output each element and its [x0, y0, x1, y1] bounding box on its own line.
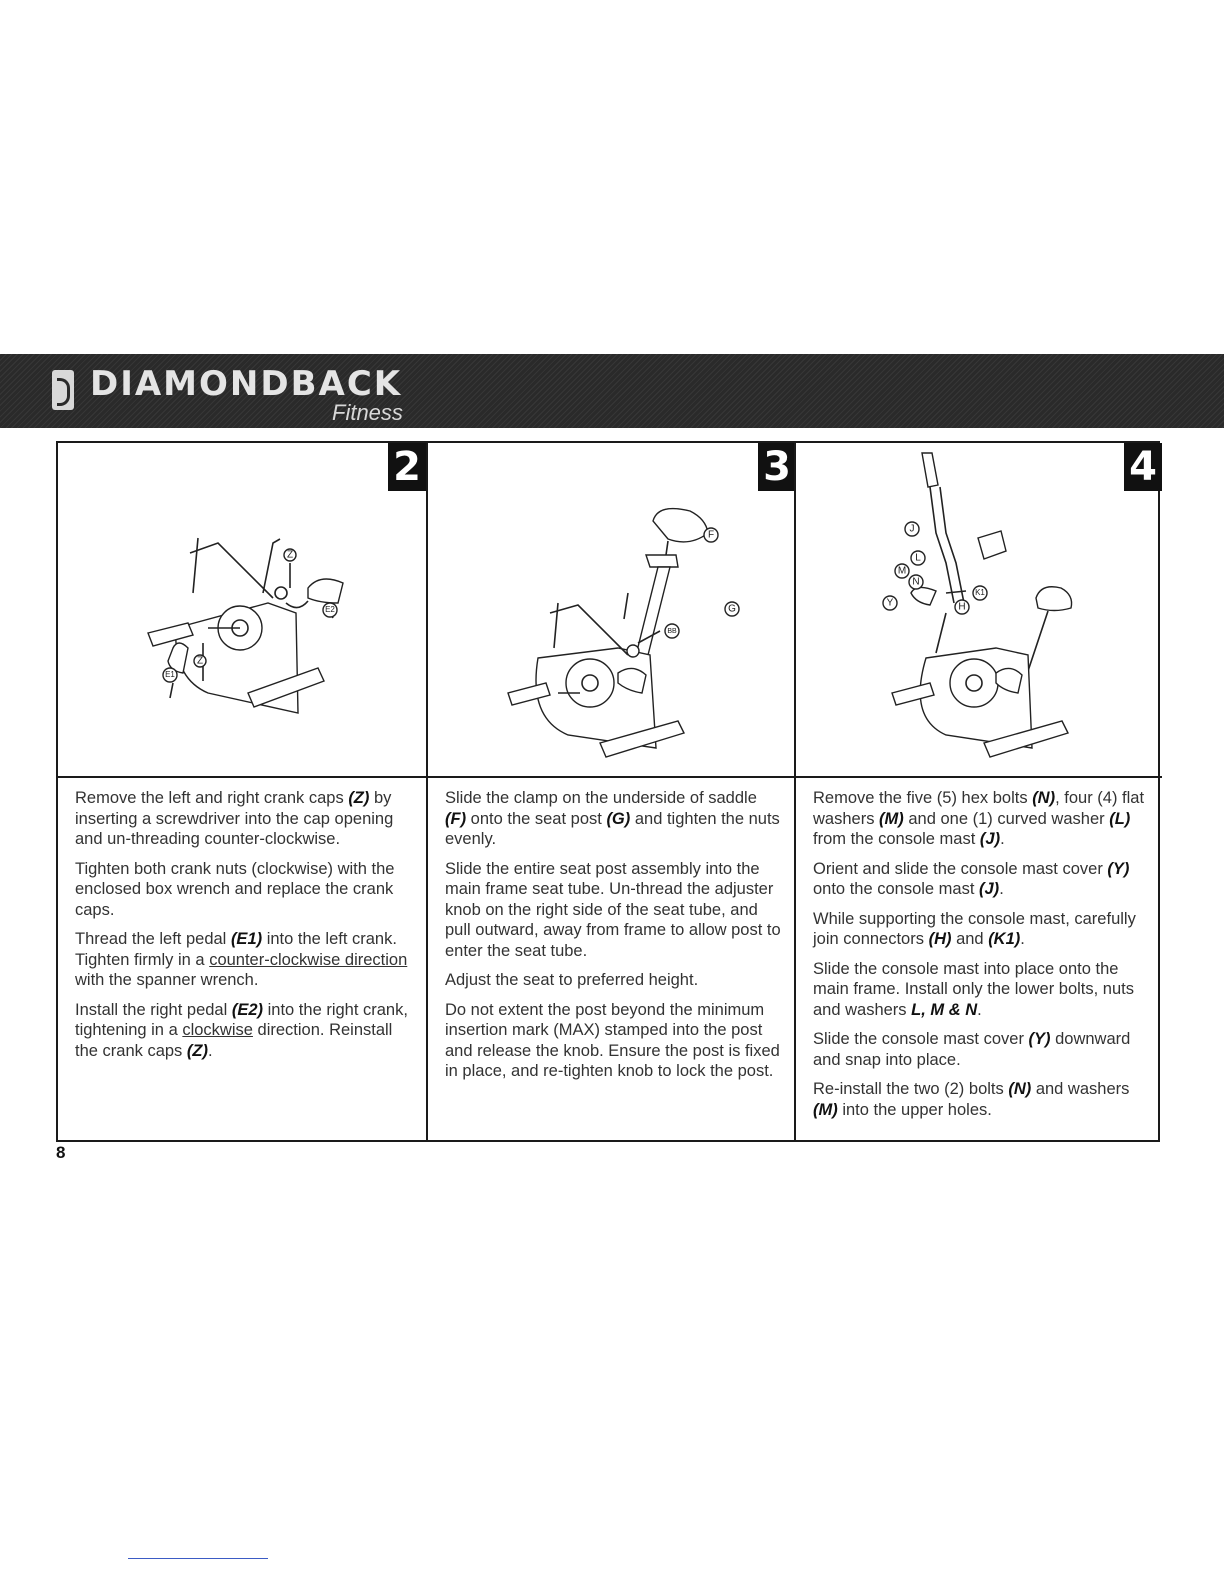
instruction-text: onto the console mast	[813, 880, 980, 898]
instruction-text: from the console mast	[813, 830, 980, 848]
instruction-text: Orient and slide the console mast cover	[813, 859, 1108, 878]
step-4-instructions	[813, 788, 1148, 1129]
part-reference: (N)	[1008, 1080, 1032, 1098]
callout-m-label: M	[897, 565, 907, 577]
callout-bb-label: BB	[667, 627, 677, 635]
part-reference: (E1)	[230, 930, 263, 948]
part-reference: (G)	[606, 809, 631, 828]
instruction-text: Install the right pedal	[75, 1000, 232, 1019]
callout-g-label: G	[728, 603, 736, 615]
callout-z-lower-label: Z	[196, 655, 204, 667]
step-number-badge: 2	[388, 443, 426, 491]
callout-e2-label: E2	[325, 605, 335, 615]
step-3-instructions	[445, 788, 782, 1091]
instruction-paragraph	[813, 1029, 1148, 1070]
part-reference: (E2)	[231, 1000, 264, 1019]
instruction-paragraph	[75, 929, 412, 991]
brand-banner	[0, 354, 1224, 428]
instruction-text: Slide the clamp on the underside of saddle	[445, 789, 757, 807]
instruction-text: and tighten the nuts evenly.	[445, 809, 780, 848]
step-number-badge: 4	[1124, 443, 1162, 491]
instruction-text: .	[1000, 830, 1005, 848]
instruction-text: with the spanner wrench.	[75, 971, 259, 989]
step-2-illustration	[58, 443, 426, 778]
instruction-text: into the right crank, tightening in a	[75, 1000, 408, 1039]
instruction-paragraph	[813, 1079, 1148, 1120]
step-2-instructions	[75, 788, 412, 1070]
instruction-text: Tighten both crank nuts (clockwise) with the enclosed box wrench and replace the crank caps.	[75, 859, 395, 919]
step-4-panel	[794, 443, 1162, 1140]
instruction-paragraph	[75, 859, 412, 921]
emphasized-direction: counter-clockwise direction	[209, 950, 408, 969]
instruction-text: direction. Reinstall the crank caps	[75, 1021, 393, 1060]
instruction-paragraph	[445, 788, 782, 850]
instruction-text: .	[207, 1041, 213, 1060]
instruction-paragraph	[445, 970, 782, 991]
instruction-text: Adjust the seat to preferred height.	[445, 971, 699, 989]
instruction-text: and washers	[1031, 1080, 1130, 1098]
part-reference: L, M & N	[911, 1000, 978, 1019]
part-reference: (Y)	[1028, 1030, 1051, 1048]
part-reference: (F)	[445, 809, 467, 828]
callout-f-label: F	[707, 529, 715, 541]
instruction-paragraph	[813, 959, 1148, 1021]
instruction-text: .	[977, 1000, 982, 1019]
instruction-paragraph	[445, 859, 782, 962]
bike-seat-post-diagram	[428, 443, 796, 776]
instruction-paragraph	[813, 788, 1148, 850]
instruction-text: into the upper holes.	[837, 1100, 992, 1119]
emphasized-direction: clockwise	[182, 1021, 253, 1039]
callout-h-label: H	[958, 601, 966, 613]
instruction-text: Slide the entire seat post assembly into the main frame seat tube. Un-thread the adjuster knob on the right side of the seat tube, and pull outward, away from frame to allow post to enter the seat tube.	[445, 859, 781, 960]
part-reference: (K1)	[988, 930, 1021, 948]
step-3-panel	[426, 443, 796, 1140]
instruction-text: into the left crank. Tighten firmly in a	[75, 930, 397, 969]
instruction-text: While supporting the console mast, carefully join connectors	[813, 909, 1136, 948]
step-2-panel	[58, 443, 426, 1140]
step-4-illustration	[796, 443, 1162, 778]
instruction-text: by inserting a screwdriver into the cap opening and un-threading counter-clockwise.	[75, 789, 394, 848]
instruction-text: Remove the left and right crank caps	[75, 789, 349, 807]
instruction-paragraph	[813, 909, 1148, 950]
callout-j-label: J	[909, 523, 915, 535]
brand-subtitle: Fitness	[332, 400, 403, 425]
instruction-text: Slide the console mast into place onto the main frame. Install only the lower bolts, nuts and washers	[813, 959, 1134, 1019]
instruction-text: Thread the left pedal	[75, 930, 231, 948]
instruction-text: downward and snap into place.	[813, 1030, 1131, 1069]
instruction-text: , four (4) flat washers	[813, 789, 1145, 828]
part-reference: (Z)	[186, 1041, 208, 1060]
instruction-text: Do not extent the post beyond the minimum insertion mark (MAX) stamped into the post and release the knob. Ensure the post is fixed in place, and re-tighten knob to lock the post.	[445, 1000, 780, 1080]
instruction-paragraph	[75, 788, 412, 850]
instruction-text: and	[951, 930, 989, 948]
callout-z-upper-label: Z	[286, 549, 294, 561]
instruction-text: onto the seat post	[466, 809, 607, 828]
part-reference: (Y)	[1107, 859, 1130, 878]
brand-name: DIAMONDBACK	[90, 364, 403, 404]
bike-crank-pedal-diagram	[58, 443, 426, 776]
instruction-paragraph	[75, 1000, 412, 1062]
part-reference: (N)	[1032, 789, 1056, 807]
part-reference: (M)	[813, 1100, 838, 1119]
page-number: 8	[56, 1143, 66, 1162]
callout-k1-label: K1	[975, 588, 985, 598]
part-reference: (L)	[1109, 809, 1131, 828]
part-reference: (J)	[979, 880, 1000, 898]
part-reference: (H)	[928, 930, 952, 948]
instruction-text: Slide the console mast cover	[813, 1030, 1029, 1048]
part-reference: (M)	[879, 809, 904, 828]
part-reference: (Z)	[348, 789, 370, 807]
footer-rule	[128, 1558, 268, 1559]
instruction-text: .	[999, 880, 1004, 898]
instruction-paragraph	[445, 1000, 782, 1082]
bike-console-mast-diagram	[796, 443, 1162, 776]
callout-e1-label: E1	[165, 670, 175, 680]
callout-y-label: Y	[886, 597, 894, 609]
part-reference: (J)	[979, 830, 1001, 848]
step-3-illustration	[428, 443, 796, 778]
instruction-text: .	[1020, 930, 1025, 948]
assembly-steps-grid	[56, 441, 1160, 1142]
instruction-text: Remove the five (5) hex bolts	[813, 789, 1033, 807]
instruction-paragraph	[813, 859, 1148, 900]
step-number-badge: 3	[758, 443, 796, 491]
callout-n-label: N	[912, 576, 920, 588]
callout-l-label: L	[915, 552, 921, 564]
instruction-text: Re-install the two (2) bolts	[813, 1080, 1009, 1098]
instruction-text: and one (1) curved washer	[903, 809, 1110, 828]
diamondback-logo-icon	[52, 370, 74, 410]
